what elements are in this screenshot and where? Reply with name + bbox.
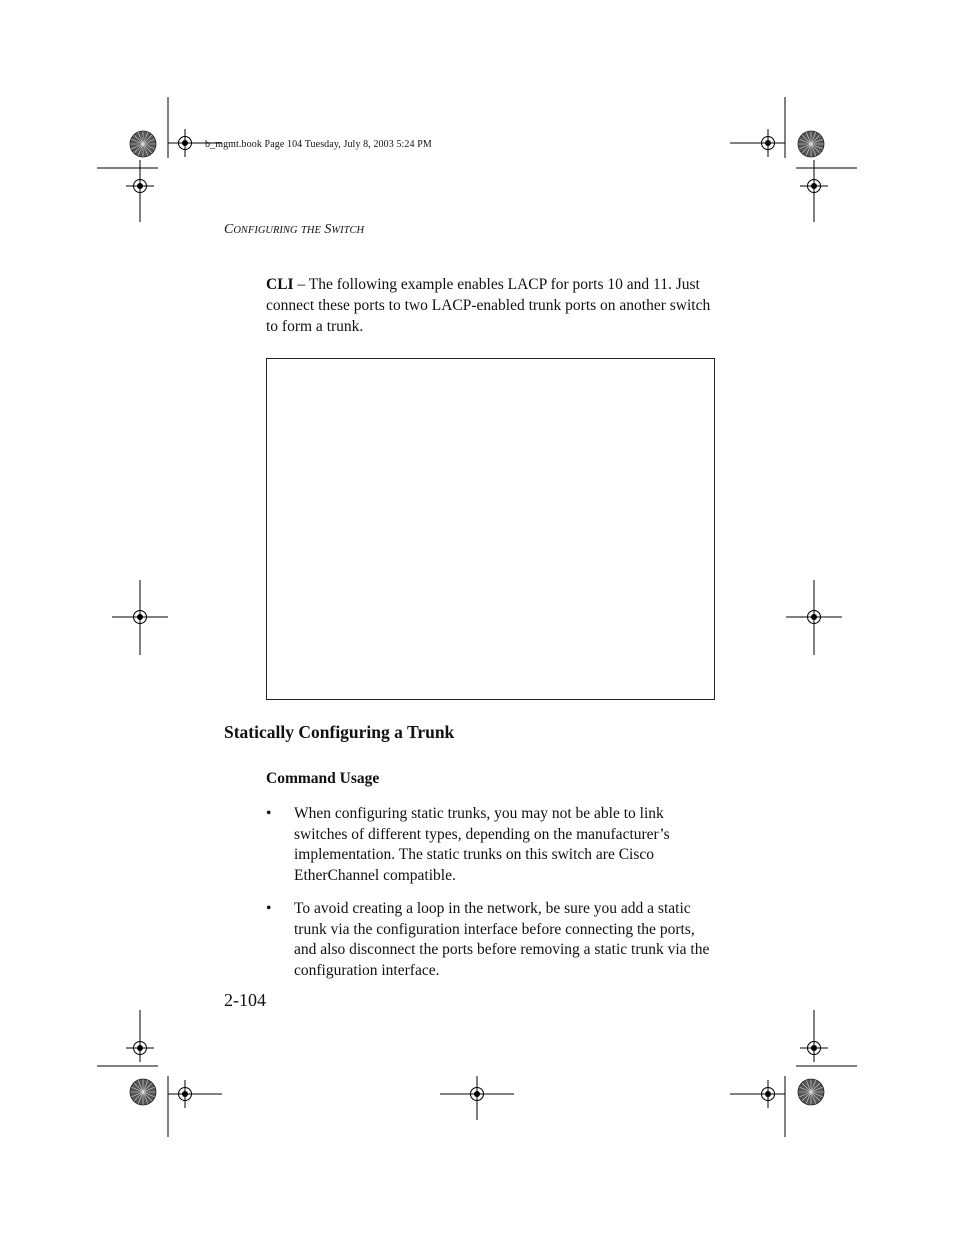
page-number: 2-104 <box>224 990 266 1010</box>
running-header-initial: S <box>324 222 332 237</box>
cli-example-box <box>266 358 715 700</box>
star-target-bottom-right <box>798 1079 824 1105</box>
bullet-marker: • <box>266 900 272 917</box>
running-header-word: WITCH <box>331 225 365 236</box>
star-target-top-left <box>130 131 156 157</box>
running-header-word: THE <box>301 225 321 236</box>
section-heading: Statically Configuring a Trunk <box>224 722 455 742</box>
intro-text: – The following example enables LACP for ports 10 and 11. Just connect these ports to two LACP-enabled trunk ports on another switch to form a trunk. <box>266 276 711 335</box>
running-header-word: ONFIGURING <box>233 225 298 236</box>
top-crop-lines <box>97 97 857 168</box>
running-header-initial: C <box>224 222 234 237</box>
list-item <box>266 899 716 981</box>
subheading: Command Usage <box>266 770 380 787</box>
bullet-marker: • <box>266 805 272 822</box>
intro-paragraph <box>266 275 716 337</box>
bullet-text: To avoid creating a loop in the network, be sure you add a static trunk via the configuration interface before connecting the ports, and also disconnect the ports before removing a static trunk via the configuration interface. <box>294 900 710 979</box>
bullet-text: When configuring static trunks, you may not be able to link switches of different types, depending on the manufacturer’s implementation. The static trunks on this switch are Cisco EtherChannel compatible. <box>294 805 670 884</box>
cli-label: CLI <box>266 276 294 293</box>
list-item <box>266 804 716 886</box>
print-slug-line: b_mgmt.book Page 104 Tuesday, July 8, 2003 5:24 PM <box>205 139 432 150</box>
running-header <box>224 222 364 238</box>
star-target-top-right <box>798 131 824 157</box>
star-target-bottom-left <box>130 1079 156 1105</box>
